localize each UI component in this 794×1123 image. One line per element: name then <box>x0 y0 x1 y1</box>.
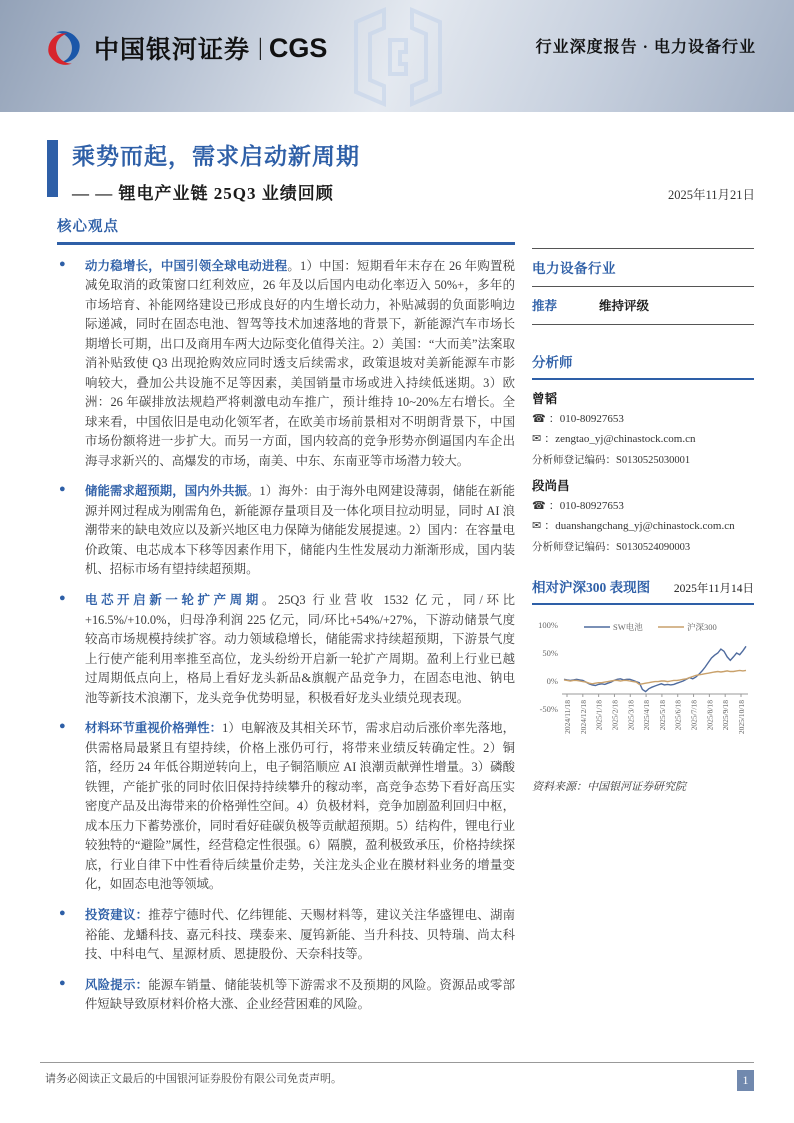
svg-text:-50%: -50% <box>539 703 558 714</box>
cgs-watermark-icon <box>348 6 448 108</box>
email-icon: ✉ <box>532 519 542 532</box>
analyst-email-row: ✉ ：zengtao_yj@chinastock.com.cn <box>532 432 696 445</box>
analyst-heading: 分析师 <box>532 351 754 380</box>
analyst-code: 分析师登记编码：S0130524090003 <box>532 541 691 553</box>
svg-text:2025/2/18: 2025/2/18 <box>610 699 620 731</box>
analyst-name: 曾韬 <box>532 392 558 406</box>
header-banner <box>0 0 794 112</box>
title-accent-bar <box>47 140 58 197</box>
bullet-icon: ● <box>59 257 66 270</box>
analyst-phone-row: ☎ ：010-80927653 <box>532 413 624 425</box>
svg-text:50%: 50% <box>542 647 558 658</box>
bullet-investment-advice: ● 投资建议：推荐宁德时代、亿纬锂能、天赐材料等，建议关注华盛锂电、湖南裕能、龙蟠科技、嘉元科技、璞泰来、厦钨新能、当升科技、贝特瑞、尚太科技、中科电气、星源材质、恩捷股份、天奈科技等。 <box>59 906 516 962</box>
bullet-icon: ● <box>59 483 66 496</box>
phone-icon: ☎ <box>532 413 546 425</box>
svg-text:2024/11/18: 2024/11/18 <box>563 699 572 734</box>
chart-source: 资料来源：中国银河证券研究院 <box>532 780 686 793</box>
core-heading-rule <box>57 242 515 245</box>
svg-text:2025/7/18: 2025/7/18 <box>689 699 699 731</box>
report-subtitle: — — 锂电产业链 25Q3 业绩回顾 <box>72 184 334 203</box>
report-title: 乘势而起，需求启动新周期 <box>72 144 360 169</box>
sidebar <box>532 248 754 794</box>
svg-text:2025/5/18: 2025/5/18 <box>657 699 667 731</box>
brand-name-en: CGS <box>268 32 328 63</box>
bullet-icon: ● <box>59 720 66 733</box>
bullet-icon: ● <box>59 906 66 919</box>
rating-row <box>532 287 754 325</box>
bullet-materials-elasticity: ● 材料环节重视价格弹性：1）电解液及其相关环节，需求启动后涨价率先落地，供需格局最紧且有望持续，价格上涨仍可行，将带来业绩反转确定性。2）铜箔，经历 24 年低谷期逆转向上，电子铜箔顺应 AI 浪潮贡献弹性增量。3）磷酸铁锂，产能扩张的同时依旧保持持续攀升的稼动率，高竞争态势下看好高压实密度产品及出海带来的价格弹性空间。4）负极材料，竞争加剧盈利回归中枢，成本压力下蓄势涨价，同时看好硅碳负极等贡献超预期。5）结构件，锂电行业较独特的“避险”属性，经营稳定性很强。6）隔膜，盈利极致承压，价格持续探底，行业自律下中性看待后续量价走势，关注龙头企业在膜材料业务的增量变化，如固态电池等领域。 <box>59 720 516 892</box>
footer-disclaimer: 请务必阅读正文最后的中国银河证券股份有限公司免责声明。 <box>45 1073 342 1085</box>
bullet-icon: ● <box>59 592 66 604</box>
galaxy-logo-icon <box>44 28 84 68</box>
chart-date: 2025年11月14日 <box>673 582 754 595</box>
brand-divider: | <box>258 34 263 61</box>
performance-chart <box>532 615 754 760</box>
bullet-icon: ● <box>59 976 66 989</box>
core-bullet-list <box>57 257 515 1015</box>
bullet-storage-demand: ● 储能需求超预期，国内外共振。1）海外：由于海外电网建设薄弱，储能在新能源并网过程成为刚需角色，新能源存量项目及一体化项目拉动明显，同时 AI 浪潮带来的缺电效应以及新兴地区电力保障为储能发展提速。2）国内：在容量电价政策、电芯成本下移等因素作用下，储能内生性发展动力渐渐形成，国内装机、招标市场有望持续超预期。 <box>59 483 516 577</box>
svg-text:2025/9/18: 2025/9/18 <box>721 699 731 731</box>
svg-text:100%: 100% <box>538 619 558 630</box>
analyst-2 <box>532 476 754 554</box>
analyst-email-row: ✉ ：duanshangchang_yj@chinastock.com.cn <box>532 519 735 532</box>
svg-text:2025/4/18: 2025/4/18 <box>642 699 652 731</box>
rating-label: 推荐 <box>532 299 558 313</box>
svg-text:0%: 0% <box>546 675 558 686</box>
chart-heading: 相对沪深300 表现图 <box>532 579 651 595</box>
svg-text:沪深300: 沪深300 <box>687 621 717 632</box>
svg-text:2025/1/18: 2025/1/18 <box>594 699 604 731</box>
performance-chart-svg <box>532 615 754 755</box>
svg-text:2024/12/18: 2024/12/18 <box>578 699 588 734</box>
page-number-badge: 1 <box>737 1070 754 1091</box>
email-icon: ✉ <box>532 432 542 445</box>
svg-text:2025/10/18: 2025/10/18 <box>737 699 746 734</box>
core-views-heading: 核心观点 <box>57 219 119 235</box>
phone-icon: ☎ <box>532 499 546 512</box>
title-block <box>47 138 755 204</box>
report-type-label: 行业深度报告 · 电力设备行业 <box>535 39 756 56</box>
analyst-phone-row: ☎ ：010-80927653 <box>532 499 624 512</box>
bullet-risk-warning: ● 风险提示：能源车销量、储能装机等下游需求不及预期的风险。资源品或零部件短缺导致原材料价格大涨、企业经营困难的风险。 <box>59 976 516 1012</box>
analyst-name: 段尚昌 <box>532 478 570 493</box>
bullet-cell-expansion: ● 电芯开启新一轮扩产周期。25Q3 行业营收 1532 亿元，同/环比+16.5%/+10.0%，归母净利润 225 亿元，同/环比+54%/+27%，下游动储景气度较高市场规模持续扩容。动力领域稳增长，储能需求持续超预期，下游景气度上行使产能利用率推至高位，龙头纷纷开启新一轮扩产周期。盈利上行业已越过周期低点向上，格局上看好龙头新品&旗舰产品竞争力，在固态电池、钠电池等新技术浪潮下，龙头竞争优势明显，积极看好龙头业绩兑现表现。 <box>59 592 516 705</box>
svg-text:2025/3/18: 2025/3/18 <box>626 699 636 731</box>
footer <box>40 1062 754 1091</box>
analyst-code: 分析师登记编码：S0130525030001 <box>532 454 691 466</box>
industry-label: 电力设备行业 <box>532 248 754 287</box>
svg-text:SW电池: SW电池 <box>613 621 643 632</box>
report-date: 2025年11月21日 <box>667 188 755 202</box>
core-views-section <box>57 215 515 1026</box>
svg-text:2025/8/18: 2025/8/18 <box>705 699 715 731</box>
bullet-demand-growth: ● 动力稳增长，中国引领全球电动进程。1）中国：短期看年末存在 26 年购置税减免取消的政策窗口红利效应，26 年及以后国内电动化率迈入 50%+，多年的市场培育、补能网络建设已形成良好的内生增长动力，补贴减弱的负面影响边际递减，同时在固态电池、智驾等技术加速落地的背景下，新能源汽车市场长期增长可期，出口及商用车两大边际变化值得关注。2）美国：“大而美”法案取消补贴致使 Q3 出现抢购效应同时透支后续需求，政策退坡对美新能源车市影响较大，叠加公共设施不足等因素，美国销量市场或进入持续低迷期。3）欧洲：26 年碳排放法规趋严将刺激电动车推广，预计维持 10~20%左右增长。全球来看，中国依旧是电动化领军者，在欧美市场前景相对不明朗背景下，中国市场份额将进一步扩大。而另一方面，国内较高的竞争形势亦倒逼国内车企出海寻求新兴的、高爆发的市场，南美、中东、东南亚等市场潜力较大。 <box>59 257 516 468</box>
analyst-1 <box>532 389 754 467</box>
svg-text:2025/6/18: 2025/6/18 <box>673 699 683 731</box>
chart-heading-row <box>532 576 754 605</box>
brand-name-cn: 中国银河证券 <box>94 37 251 64</box>
brand <box>44 28 327 68</box>
rating-status: 维持评级 <box>599 299 650 313</box>
